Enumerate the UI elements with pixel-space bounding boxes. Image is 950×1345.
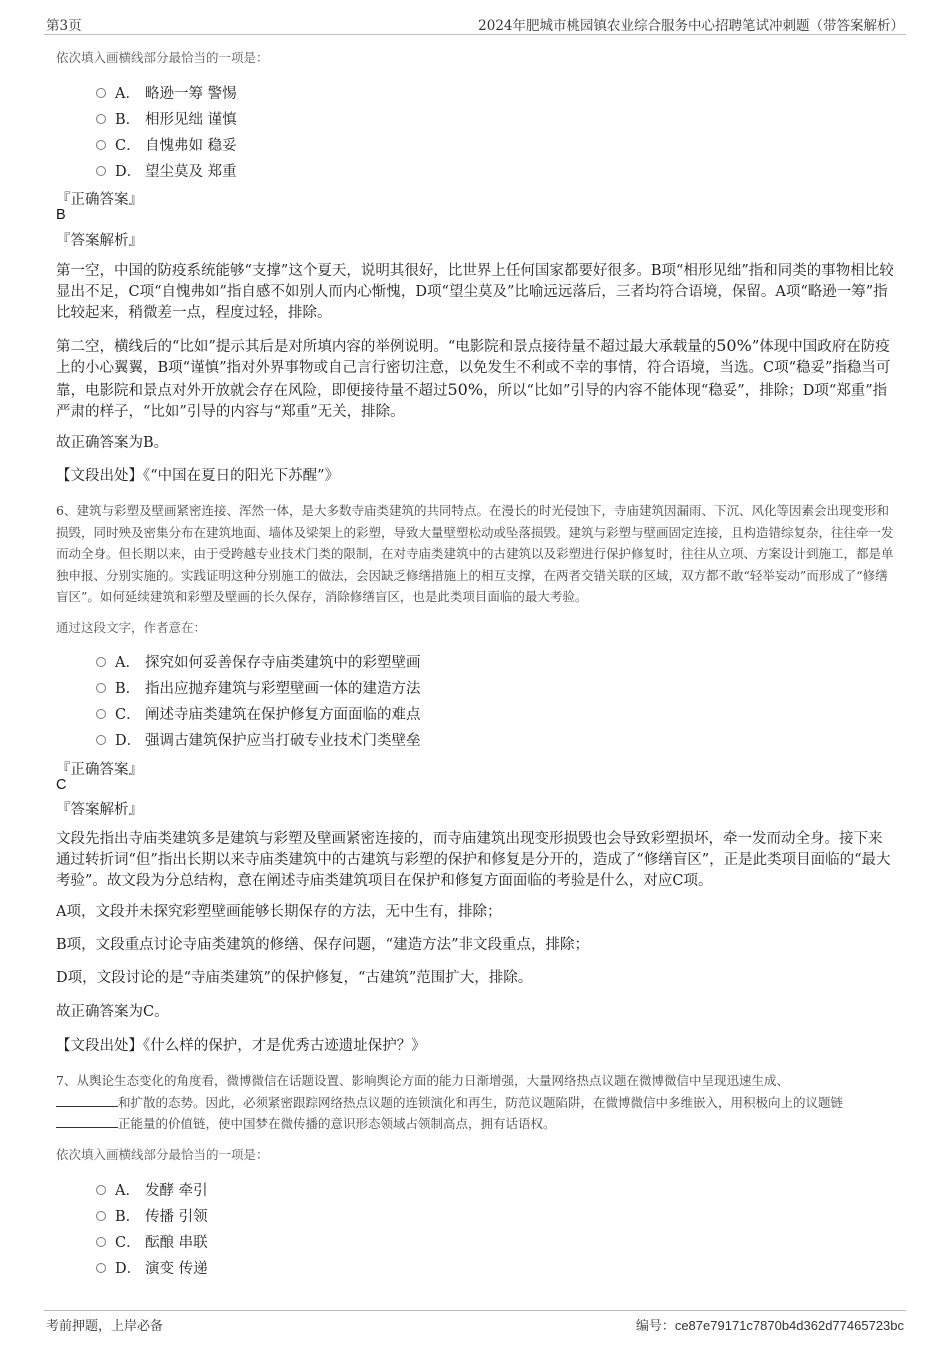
footer-slogan: 考前押题，上岸必备 (46, 1319, 164, 1334)
q7-option-a[interactable]: A． 发酵 牵引 (96, 1179, 208, 1199)
radio-icon[interactable] (96, 140, 106, 150)
q6-option-d[interactable]: D． 强调古建筑保护应当打破专业技术门类壁垒 (96, 729, 421, 749)
q7-option-d[interactable]: D． 演变 传递 (96, 1257, 208, 1277)
radio-icon[interactable] (96, 88, 106, 98)
radio-icon[interactable] (96, 735, 106, 745)
q5-analysis-p2: 第二空，横线后的“比如”提示其后是对所填内容的举例说明。“电影院和景点接待量不超过最大承载量的50%”体现中国政府在防疫上的小心翼翼，B项“谨慎”指对外界事物或自己言行密切注意，以免发生不利或不幸的事情，符合语境，当选。C项“稳妥”指稳当可靠，电影院和景点对外开放就会存在风险，即便接待量不超过50%，所以“比如”引导的内容不能体现“稳妥”，排除；D项“郑重”指严肃的样子，“比如”引导的内容与“郑重”无关，排除。 (56, 336, 891, 420)
radio-icon[interactable] (96, 114, 106, 124)
q6-option-a[interactable]: A． 探究如何妥善保存寺庙类建筑中的彩塑壁画 (96, 651, 421, 671)
q6-option-b[interactable]: B． 指出应抛弃建筑与彩塑壁画一体的建造方法 (96, 677, 421, 697)
document-code: 编号：ce87e79171c7870b4d362d77465723bc (635, 1318, 904, 1334)
q6-source: 【文段出处】《什么样的保护，才是优秀古迹遗址保护？》 (56, 1038, 426, 1054)
q6-answer-label: 『正确答案』 (56, 762, 143, 778)
page-header (44, 14, 906, 35)
q7-text: 7、从舆论生态变化的角度看，微博微信在话题设置、影响舆论方面的能力日渐增强，大量网络热点议题在微博微信中呈现迅速生成、 和扩散的态势。因此，必须紧密跟踪网络热点议题的连锁演化和再生，防范议题陷阱，在微博微信中多维嵌入，用积极向上的议题链 正能量的价值链，使中国梦在微传播的意识形态领域占领制高点，拥有话语权。 (56, 1073, 844, 1131)
q5-answer: B (56, 207, 66, 223)
q6-analysis-label: 『答案解析』 (56, 802, 143, 818)
radio-icon[interactable] (96, 1185, 106, 1195)
radio-icon[interactable] (96, 657, 106, 667)
q5-option-a[interactable]: A． 略逊一筹 警惕 (96, 82, 237, 102)
fill-blank (56, 1115, 118, 1128)
radio-icon[interactable] (96, 709, 106, 719)
q6-prompt: 通过这段文字，作者意在： (56, 620, 207, 635)
q6-analysis-b: B项，文段重点讨论寺庙类建筑的修缮、保存问题，“建造方法”非文段重点，排除； (56, 937, 589, 953)
page-footer (44, 1310, 906, 1333)
q5-conclusion: 故正确答案为B。 (56, 435, 169, 451)
q5-answer-label: 『正确答案』 (56, 192, 143, 208)
q5-source: 【文段出处】《“中国在夏日的阳光下苏醒”》 (56, 468, 340, 484)
q5-option-d[interactable]: D． 望尘莫及 郑重 (96, 160, 237, 180)
q5-option-c[interactable]: C． 自愧弗如 稳妥 (96, 134, 237, 154)
radio-icon[interactable] (96, 1263, 106, 1273)
q7-option-b[interactable]: B． 传播 引领 (96, 1205, 208, 1225)
percentage: 50% (716, 336, 752, 355)
q6-option-c[interactable]: C． 阐述寺庙类建筑在保护修复方面面临的难点 (96, 703, 421, 723)
page-number: 第3页 (46, 18, 82, 34)
document-title: 2024年肥城市桃园镇农业综合服务中心招聘笔试冲刺题（带答案解析） (478, 18, 904, 34)
q5-option-b[interactable]: B． 相形见绌 谨慎 (96, 108, 237, 128)
q5-analysis-p1: 第一空，中国的防疫系统能够“支撑”这个夏天，说明其很好，比世界上任何国家都要好很多。B项“相形见绌”指和同类的事物相比较显出不足，C项“自愧弗如”指自感不如别人而内心惭愧，D项“望尘莫及”比喻远远落后，三者均符合语境，保留。A项“略逊一筹”指比较起来，稍微差一点，程度过轻，排除。 (56, 263, 894, 321)
radio-icon[interactable] (96, 683, 106, 693)
q5-analysis-label: 『答案解析』 (56, 233, 143, 249)
q6-conclusion: 故正确答案为C。 (56, 1004, 169, 1020)
radio-icon[interactable] (96, 166, 106, 176)
q5-prompt: 依次填入画横线部分最恰当的一项是： (56, 50, 269, 65)
fill-blank (56, 1094, 118, 1107)
radio-icon[interactable] (96, 1211, 106, 1221)
q6-answer: C (56, 777, 67, 793)
q7-prompt: 依次填入画横线部分最恰当的一项是： (56, 1147, 269, 1162)
radio-icon[interactable] (96, 1237, 106, 1247)
q6-analysis-a: A项，文段并未探究彩塑壁画能够长期保存的方法，无中生有，排除； (56, 904, 502, 920)
percentage: 50% (447, 380, 484, 399)
q6-analysis-d: D项，文段讨论的是“寺庙类建筑”的保护修复，“古建筑”范围扩大，排除。 (56, 970, 533, 986)
q6-analysis-p1: 文段先指出寺庙类建筑多是建筑与彩塑及壁画紧密连接的，而寺庙建筑出现变形损毁也会导致彩塑损坏，牵一发而动全身。接下来通过转折词“但”指出长期以来寺庙类建筑中的古建筑与彩塑的保护和修复是分开的，造成了“修缮盲区”，正是此类项目面临的“最大考验”。故文段为分总结构，意在阐述寺庙类建筑项目在保护和修复方面面临的考验是什么，对应C项。 (56, 831, 891, 889)
q6-text: 6、建筑与彩塑及壁画紧密连接、浑然一体，是大多数寺庙类建筑的共同特点。在漫长的时光侵蚀下，寺庙建筑因漏雨、下沉、风化等因素会出现变形和损毁，同时殃及密集分布在建筑地面、墙体及梁架上的彩塑，导致大量壁塑松动或坠落损毁。建筑与彩塑与壁画固定连接，且构造错综复杂，往往牵一发而动全身。但长期以来，由于受跨越专业技术门类的限制，在对寺庙类建筑中的古建筑以及彩塑进行保护修复时，往往从立项、方案设计到施工，都是单独申报、分别实施的。实践证明这种分别施工的做法，会因缺乏修缮措施上的相互支撑，在两者交错关联的区域，双方都不敢“轻举妄动”而形成了“修缮盲区”。如何延续建筑和彩塑及壁画的长久保存，消除修缮盲区，也是此类项目面临的最大考验。 (56, 503, 894, 604)
q7-option-c[interactable]: C． 酝酿 串联 (96, 1231, 208, 1251)
